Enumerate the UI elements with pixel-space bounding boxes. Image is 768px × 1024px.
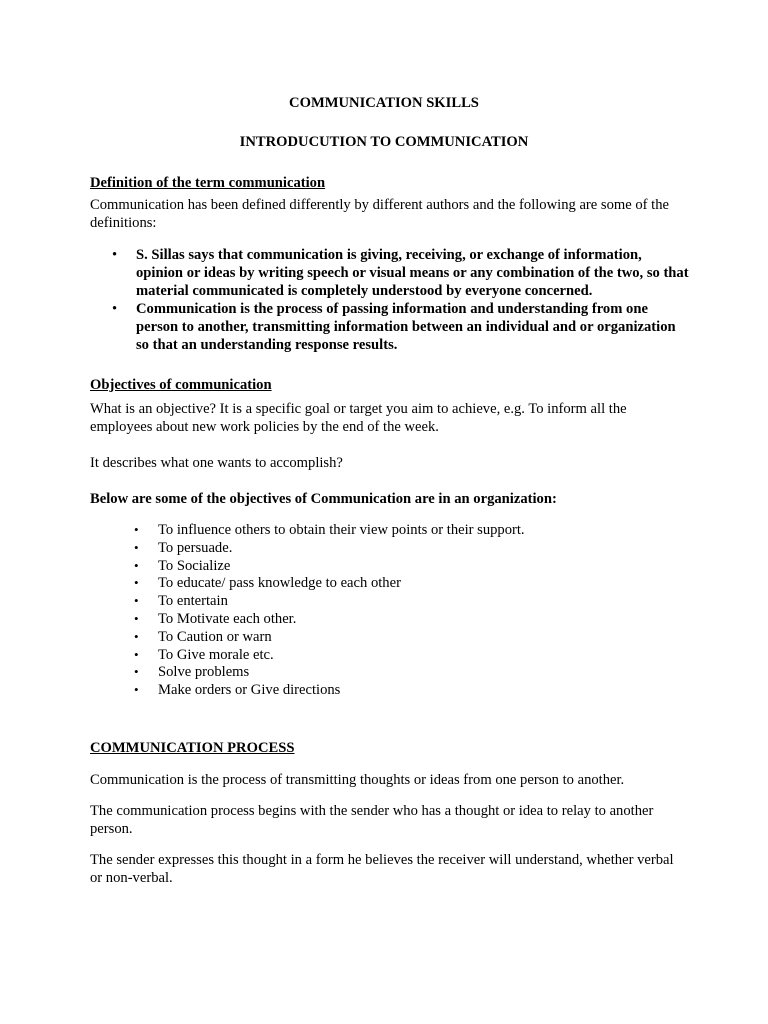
objective-item-text: To entertain bbox=[158, 593, 228, 610]
objectives-list-intro: Below are some of the objectives of Communication are in an organization: bbox=[90, 491, 557, 507]
objective-item-text: To influence others to obtain their view points or their support. bbox=[158, 522, 525, 538]
objective-item-text: To Give morale etc. bbox=[158, 646, 274, 663]
bullet-icon: • bbox=[134, 593, 139, 609]
document-title: COMMUNICATION SKILLS bbox=[289, 95, 479, 111]
objective-item-text: To persuade. bbox=[158, 539, 233, 556]
bullet-icon: • bbox=[112, 301, 118, 317]
definition-bullet-text: Communication is the process of passing information and understanding from one person to another, transmitting information between an individual and or organization so that an understanding response results. bbox=[136, 301, 676, 353]
process-paragraph: The sender expresses this thought in a form he believes the receiver will understand, whether verbal or non-verbal. bbox=[90, 852, 674, 886]
definition-bullet-item bbox=[90, 246, 690, 300]
bullet-icon: • bbox=[134, 522, 139, 537]
objective-item-text: To Caution or warn bbox=[158, 628, 272, 645]
objective-item bbox=[90, 681, 690, 699]
objectives-heading: Objectives of communication bbox=[90, 377, 272, 393]
bullet-icon: • bbox=[134, 628, 139, 644]
bullet-icon: • bbox=[134, 646, 139, 662]
process-paragraph: Communication is the process of transmitting thoughts or ideas from one person to another. bbox=[90, 772, 625, 788]
objective-item-text: Make orders or Give directions bbox=[158, 682, 341, 699]
definition-bullet-text: S. Sillas says that communication is giving, receiving, or exchange of information, opinion or ideas by writing speech or visual means or any combination of the two, so that material communicated is completely understood by everyone concerned. bbox=[136, 247, 689, 299]
process-paragraph: The communication process begins with the sender who has a thought or idea to relay to another person. bbox=[90, 803, 654, 837]
bullet-icon: • bbox=[134, 539, 139, 555]
objective-item bbox=[90, 557, 690, 575]
document-subtitle: INTRODUCUTION TO COMMUNICATION bbox=[239, 134, 529, 150]
process-heading: COMMUNICATION PROCESS bbox=[90, 740, 295, 756]
objective-item bbox=[90, 574, 690, 592]
objective-item bbox=[90, 592, 690, 610]
objective-item-text: To Socialize bbox=[158, 557, 231, 574]
objective-item bbox=[90, 663, 690, 681]
bullet-icon: • bbox=[134, 575, 139, 591]
bullet-icon: • bbox=[134, 610, 139, 626]
definition-list bbox=[90, 246, 690, 354]
objective-describes: It describes what one wants to accomplish? bbox=[90, 455, 343, 471]
objective-item bbox=[90, 539, 690, 557]
definition-heading: Definition of the term communication bbox=[90, 175, 326, 191]
definition-bullet-item bbox=[90, 300, 690, 354]
bullet-icon: • bbox=[134, 664, 139, 680]
objective-item-text: To Motivate each other. bbox=[158, 610, 297, 627]
objective-definition: What is an objective? It is a specific goal or target you aim to achieve, e.g. To inform all the employees about new work policies by the end of the week. bbox=[90, 401, 627, 435]
bullet-icon: • bbox=[112, 247, 118, 263]
objective-item bbox=[90, 610, 690, 628]
objective-item bbox=[90, 628, 690, 646]
objective-item-text: Solve problems bbox=[158, 664, 250, 681]
objective-item bbox=[90, 646, 690, 664]
bullet-icon: • bbox=[134, 557, 139, 573]
bullet-icon: • bbox=[134, 682, 139, 698]
objective-item bbox=[90, 521, 690, 539]
definition-intro: Communication has been defined differently by different authors and the following are some of the definitions: bbox=[90, 197, 669, 231]
objective-item-text: To educate/ pass knowledge to each other bbox=[158, 575, 401, 592]
objectives-list bbox=[90, 521, 690, 699]
